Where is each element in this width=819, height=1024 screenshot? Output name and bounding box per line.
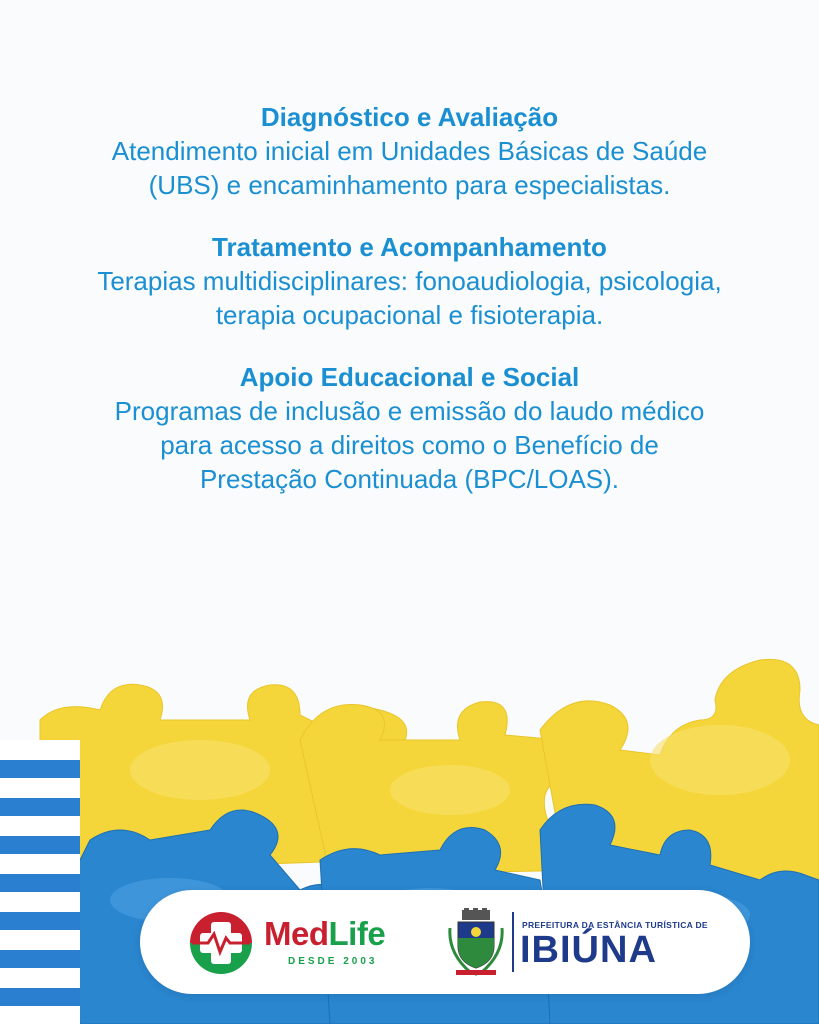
section-body: Terapias multidisciplinares: fonoaudiologia, psicologia, terapia ocupacional e fisioterapia. <box>97 266 722 330</box>
logo-bar <box>140 890 750 994</box>
medlife-name-life: Life <box>328 915 386 952</box>
info-content <box>0 100 819 524</box>
section-title: Apoio Educacional e Social <box>239 362 580 392</box>
section-title: Tratamento e Acompanhamento <box>212 232 607 262</box>
section-apoio <box>0 360 819 496</box>
section-title: Diagnóstico e Avaliação <box>260 102 559 132</box>
section-tratamento <box>0 230 819 332</box>
prefeitura-label: PREFEITURA DA ESTÂNCIA TURÍSTICA DE <box>522 920 708 930</box>
medlife-logo <box>188 908 418 978</box>
section-body: Programas de inclusão e emissão do laudo médico para acesso a direitos como o Benefício de Prestação Continuada (BPC/LOAS). <box>114 396 705 494</box>
ibiuna-coat-of-arms-icon <box>448 908 504 976</box>
medlife-wordmark <box>264 916 385 952</box>
prefeitura-city-name: IBIÚNA <box>520 929 657 971</box>
medlife-cross-icon <box>188 910 254 976</box>
section-body: Atendimento inicial em Unidades Básicas de Saúde (UBS) e encaminhamento para especialistas. <box>111 136 708 200</box>
medlife-name-med: Med <box>264 915 329 952</box>
section-diagnostico <box>0 100 819 202</box>
logo-divider <box>512 912 514 972</box>
medlife-tagline: DESDE 2003 <box>288 956 378 967</box>
